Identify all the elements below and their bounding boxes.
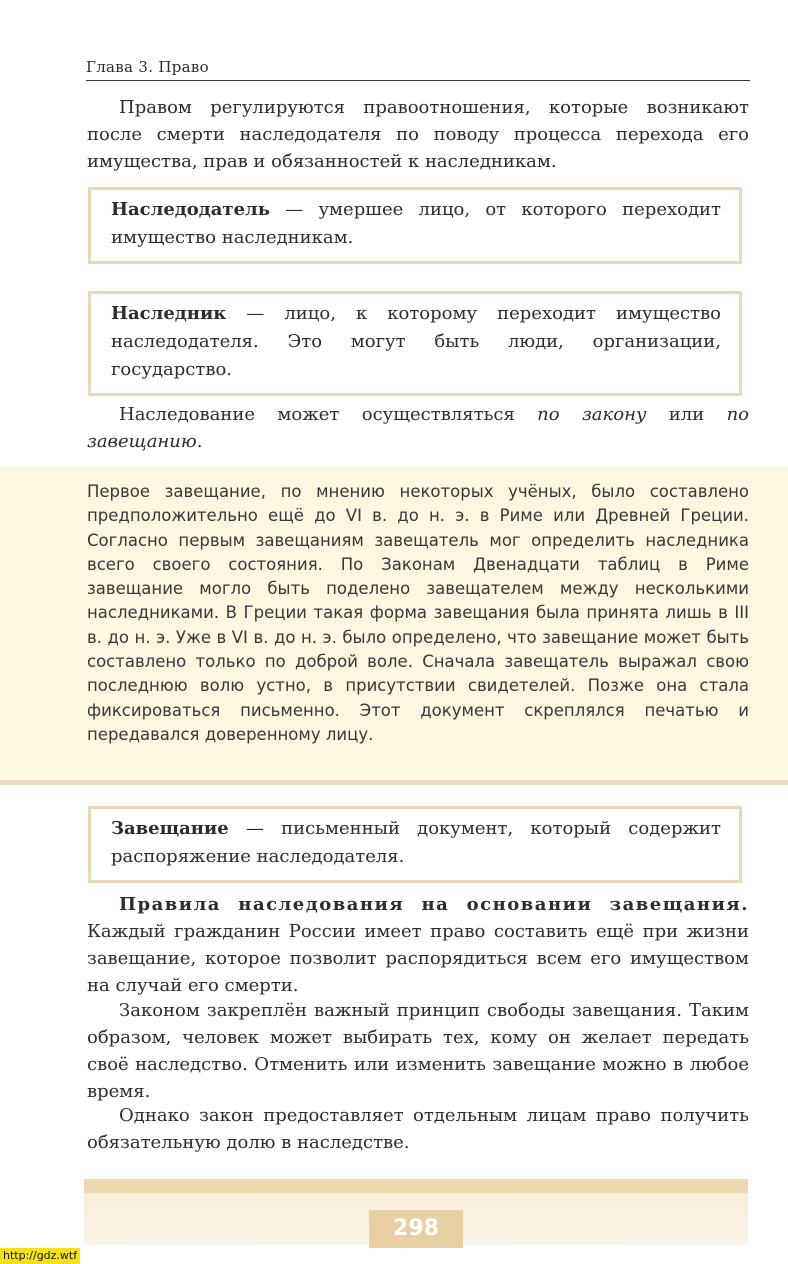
freedom-of-will-paragraph: Законом закреплён важный принцип свободы завещания. Таким образом, человек может выбирать тех, кому он желает передать своё наследство. Отменить или изменить завещание можно в любое время. [87,1000,749,1102]
inheritance-by-will: по завещанию [87,404,749,452]
inheritance-text-before: Наследование может осуществляться [119,404,538,425]
rules-heading: Правила наследования на основании завещания. [119,894,749,915]
intro-paragraph: Правом регулируются правоотношения, которые возникают после смерти наследодателя по поводу процесса перехода его имущества, прав и обязанностей к наследникам. [87,97,749,172]
page-number: 298 [369,1210,463,1248]
rules-text: Каждый гражданин России имеет право составить ещё при жизни завещание, которое позволит распорядиться всем его имуществом на случай его смерти. [87,921,749,996]
inheritance-text-after: . [196,431,203,452]
definition-term: Наследник [111,303,227,324]
definition-box-will [88,806,742,883]
definition-text: — лицо, к которому переходит имущество наследодателя. Это могут быть люди, организации, государство. [111,303,721,380]
watermark-link[interactable]: http://gdz.wtf [0,1248,80,1264]
chapter-header: Глава 3. Право [86,58,750,81]
inheritance-text-middle: или [646,404,727,425]
definition-term: Завещание [111,818,229,839]
historical-info-text: Первое завещание, по мнению некоторых учёных, было составлено предположительно ещё до VI в. до н. э. в Риме или Древней Греции. Согласно первым завещаниям завещатель мог определить наследника всего своего состояния. По Законам Двенадцати таблиц в Риме завещание могло быть поделено завещателем между несколькими наследниками. В Греции такая форма завещания была принята лишь в III в. до н. э. Уже в VI в. до н. э. было определено, что завещание может быть составлено только по доброй воле. Сначала завещатель выражал свою последнюю волю устно, в присутствии свидетелей. Позже она стала фиксироваться письменно. Этот документ скреплялся печатью и передавался доверенному лицу. [87,482,749,744]
definition-box-heir [88,291,742,396]
inheritance-by-law: по закону [537,404,647,425]
definition-box-testator [88,187,742,264]
definition-text: — письменный документ, который содержит распоряжение наследодателя. [111,818,721,867]
info-band-divider [0,780,788,785]
rules-paragraph [87,891,749,999]
mandatory-share-paragraph: Однако закон предоставляет отдельным лицам право получить обязательную долю в наследстве. [87,1105,749,1153]
inheritance-types-paragraph [87,401,749,455]
definition-text: — умершее лицо, от которого переходит имущество наследникам. [111,199,721,248]
definition-term: Наследодатель [111,199,270,220]
